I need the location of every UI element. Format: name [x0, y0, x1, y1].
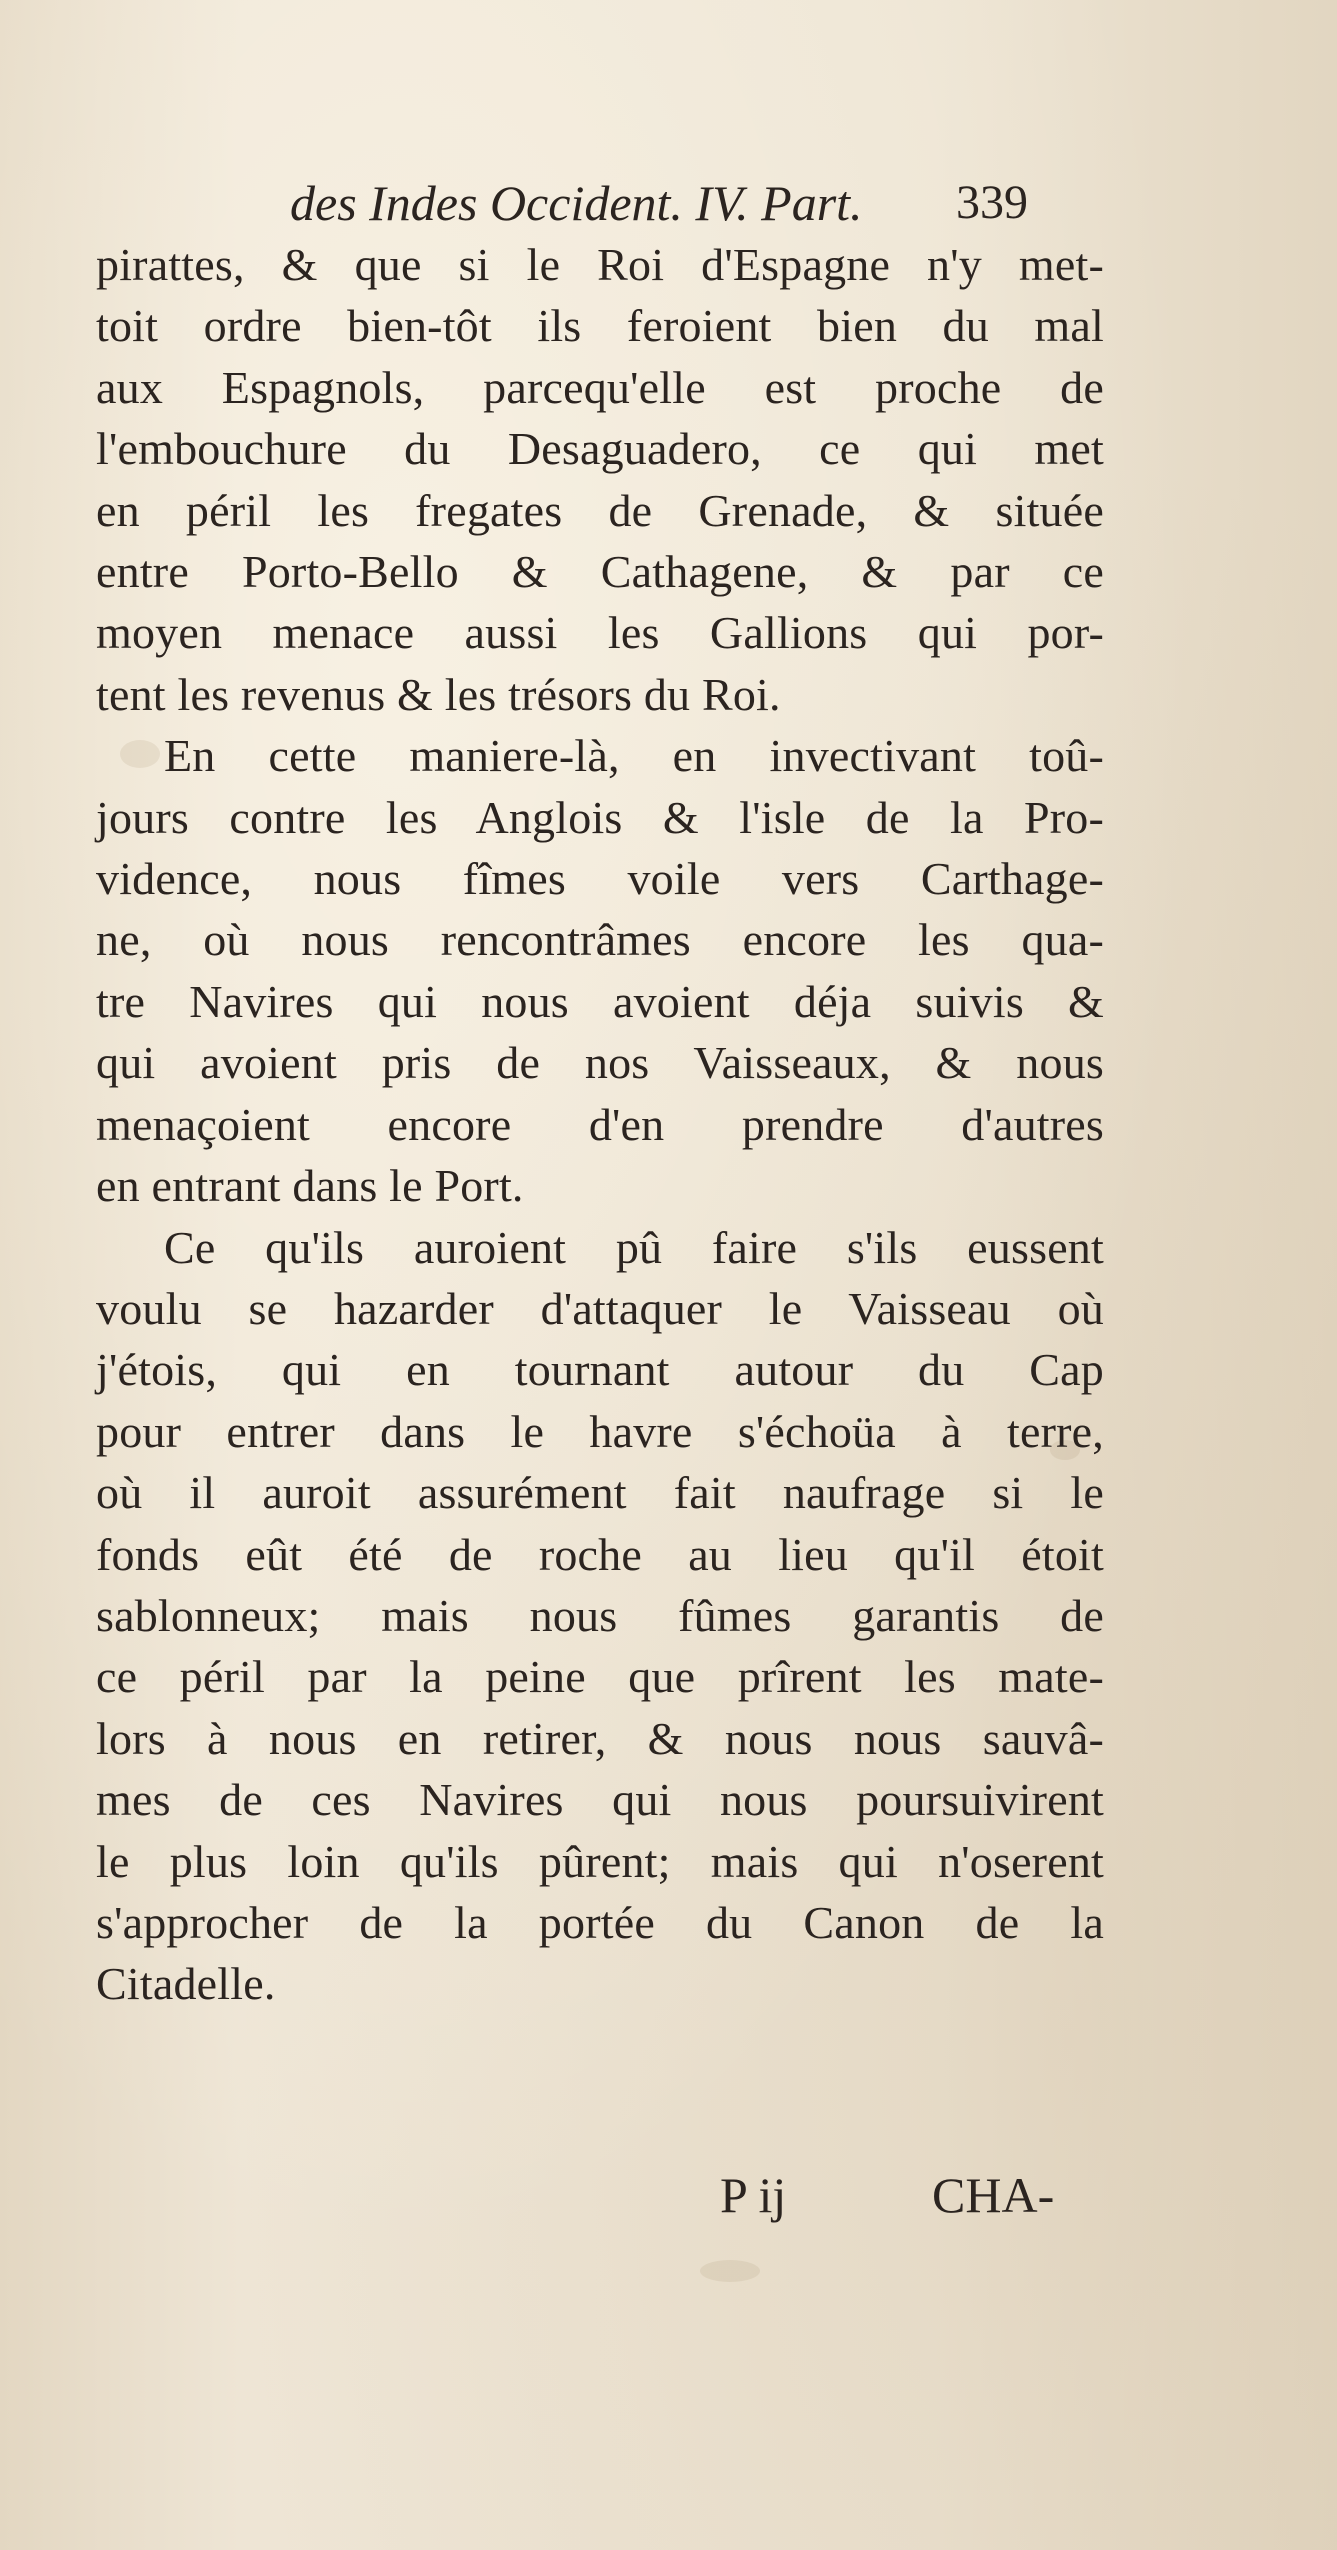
text-line: tre Navires qui nous avoient déja suivis & — [96, 975, 1104, 1027]
text-line: en péril les fregates de Grenade, & située — [96, 484, 1104, 536]
text-line: tent les revenus & les trésors du Roi. — [96, 668, 781, 720]
catchword: CHA- — [932, 2167, 1055, 2223]
text-line: moyen menace aussi les Gallions qui por- — [96, 607, 1104, 659]
text-line: entre Porto-Bello & Cathagene, & par ce — [96, 546, 1104, 598]
paragraph — [96, 1217, 1104, 2015]
text-line: ne, où nous rencontrâmes encore les qua- — [96, 914, 1104, 966]
signature-mark: P ij — [720, 2167, 787, 2223]
text-line: toit ordre bien-tôt ils feroient bien du mal — [96, 300, 1104, 352]
text-line: qui avoient pris de nos Vaisseaux, & nous — [96, 1037, 1104, 1089]
text-line: En cette maniere-là, en invectivant toû- — [164, 730, 1104, 782]
text-line: s'approcher de la portée du Canon de la — [96, 1896, 1104, 1948]
text-line: en entrant dans le Port. — [96, 1160, 524, 1212]
text-line: menaçoient encore d'en prendre d'autres — [96, 1098, 1104, 1150]
text-line: Citadelle. — [96, 1958, 276, 2010]
text-line: vidence, nous fîmes voile vers Carthage- — [96, 853, 1104, 905]
text-line: sablonneux; mais nous fûmes garantis de — [96, 1589, 1104, 1641]
page-footer — [700, 2160, 1120, 2230]
body-text — [96, 234, 1104, 2015]
text-line: fonds eût été de roche au lieu qu'il étoit — [96, 1528, 1104, 1580]
running-head — [290, 168, 1090, 238]
text-line: Ce qu'ils auroient pû faire s'ils eussent — [164, 1221, 1104, 1273]
text-line: aux Espagnols, parcequ'elle est proche de — [96, 361, 1104, 413]
paper-stain — [700, 2260, 760, 2282]
text-line: mes de ces Navires qui nous poursuivirent — [96, 1774, 1104, 1826]
page-number: 339 — [956, 176, 1028, 229]
text-line: pirattes, & que si le Roi d'Espagne n'y met- — [96, 239, 1104, 290]
text-line: où il auroit assurément fait naufrage si le — [96, 1467, 1104, 1519]
paragraph — [96, 234, 1104, 725]
text-line: j'étois, qui en tournant autour du Cap — [96, 1344, 1104, 1396]
text-line: voulu se hazarder d'attaquer le Vaisseau où — [96, 1282, 1104, 1334]
text-line: jours contre les Anglois & l'isle de la Pro- — [96, 791, 1104, 843]
running-head-title: des Indes Occident. IV. Part. — [290, 175, 863, 231]
paragraph — [96, 725, 1104, 1216]
text-line: pour entrer dans le havre s'échoüa à terre, — [96, 1405, 1104, 1457]
text-line: ce péril par la peine que prîrent les mate- — [96, 1651, 1104, 1703]
text-line: lors à nous en retirer, & nous nous sauvâ- — [96, 1712, 1104, 1764]
text-line: l'embouchure du Desaguadero, ce qui met — [96, 423, 1104, 475]
text-line: le plus loin qu'ils pûrent; mais qui n'oserent — [96, 1835, 1104, 1887]
